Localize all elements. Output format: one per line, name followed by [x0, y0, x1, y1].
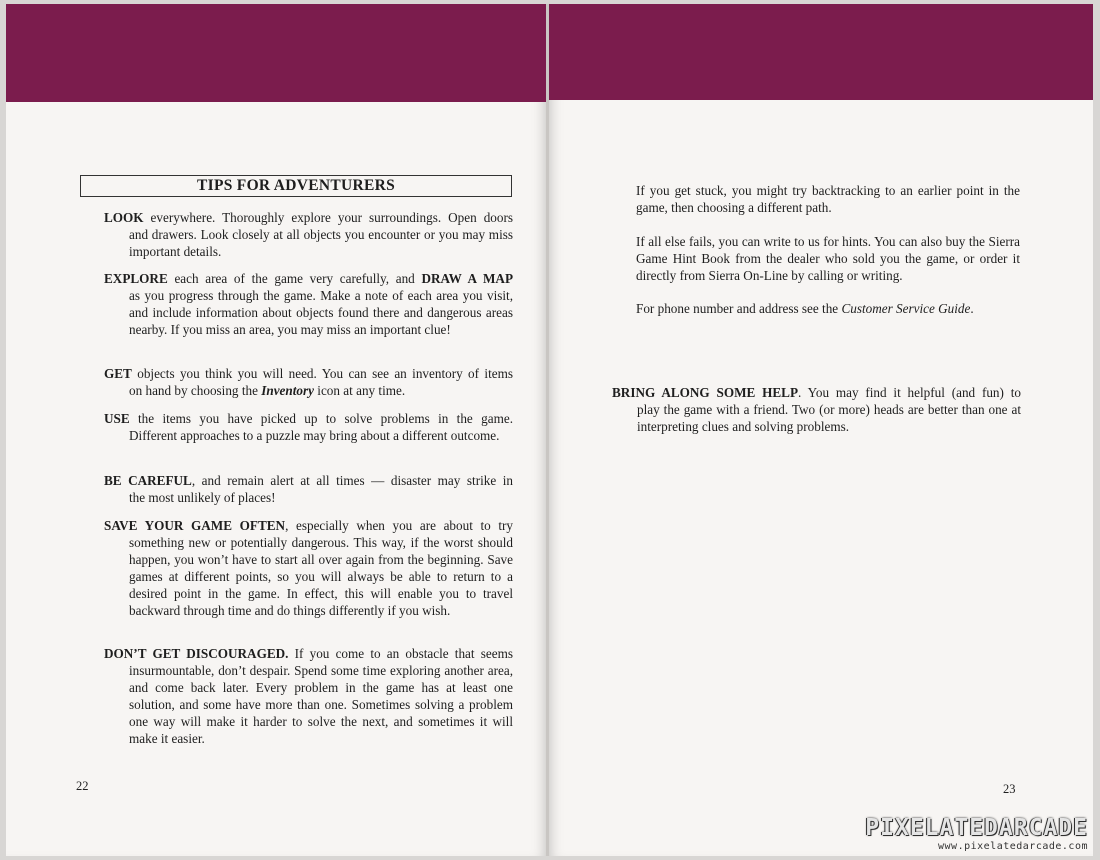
tip-save-game [104, 517, 513, 619]
tip-first-line: the items you have picked up to solve problems in the game. [129, 411, 513, 426]
tip-body: Different approaches to a puzzle may bring about a different outcome. [129, 428, 500, 443]
tip-body: the most unlikely of places! [129, 490, 276, 505]
tip-first-line: each area of the game very carefully, and [167, 271, 422, 286]
tip-first-line: objects you think you will need. You can see an inventory of items [131, 366, 513, 381]
right-header-band [549, 4, 1093, 100]
customer-service-guide-title: Customer Service Guide [841, 301, 971, 316]
page-number-left: 22 [76, 779, 89, 793]
tip-first-line: everywhere. Thoroughly explore your surroundings. Open doors [143, 210, 513, 225]
tip-head: DON’T GET DISCOURAGED. [104, 646, 289, 661]
tip-head-secondary: DRAW A MAP [421, 271, 513, 286]
help-first-line: . You may find it helpful (and fun) to [798, 385, 1021, 400]
tips-heading: TIPS FOR ADVENTURERS [80, 175, 512, 197]
tip-dont-get-discouraged [104, 645, 513, 747]
help-head: BRING ALONG SOME HELP [612, 385, 799, 400]
watermark-logo: PIXELATEDARCADE [865, 815, 1088, 841]
para3-b: . [970, 301, 974, 316]
left-header-band [6, 4, 546, 102]
tip-head: GET [104, 366, 132, 381]
paragraph-hints: If all else fails, you can write to us for hints. You can also buy the Sierra Game Hint Book from the dealer who sold you the game, or order it directly from Sierra On-Line by calling or writing. [636, 234, 1020, 283]
tip-body: and drawers. Look closely at all objects you encounter or you may miss important details. [129, 227, 513, 259]
tip-first-line: , and remain alert at all times — disaster may strike in [191, 473, 513, 488]
right-page [549, 4, 1093, 856]
tip-head: USE [104, 411, 130, 426]
tip-body-b: icon at any time. [313, 383, 406, 398]
tip-look [104, 209, 513, 260]
tip-body: insurmountable, don’t despair. Spend some time exploring another area, and come back later. Every problem in the game has at least one solution, and some have more than one. Sometimes solving a problem one way will make it harder to solve the next, and sometimes it will make it easier. [129, 663, 513, 746]
page-number-right: 23 [1003, 782, 1016, 796]
watermark [865, 815, 1088, 852]
help-body: play the game with a friend. Two (or more) heads are better than one at interpreting clues and solving problems. [637, 402, 1021, 434]
tip-explore [104, 270, 513, 338]
paragraph-customer-service [636, 300, 1020, 317]
tip-head: BE CAREFUL [104, 473, 192, 488]
watermark-url: www.pixelatedarcade.com [938, 841, 1088, 852]
tip-body: something new or potentially dangerous. This way, if the worst should happen, you won’t have to start all over again from the beginning. Save games at different points, so you will always be able to return to a desired point in the game. In effect, this will enable you to travel backward through time and do things differently if you wish. [129, 535, 513, 618]
para3-a: For phone number and address see the [636, 301, 842, 316]
inventory-term: Inventory [261, 383, 314, 398]
left-page [6, 4, 546, 856]
paragraph-backtracking: If you get stuck, you might try backtracking to an earlier point in the game, then choosing a different path. [636, 183, 1020, 215]
tip-first-line: If you come to an obstacle that seems [288, 646, 513, 661]
paragraph-bring-help [612, 384, 1021, 435]
tip-body [104, 382, 513, 399]
tip-get [104, 365, 513, 399]
tip-body-a: on hand by choosing the [129, 383, 262, 398]
tip-head: SAVE YOUR GAME OFTEN [104, 518, 286, 533]
tip-use [104, 410, 513, 444]
tip-body: as you progress through the game. Make a note of each area you visit, and include information about objects found there and dangerous areas nearby. If you miss an area, you may miss an important clue! [129, 288, 513, 337]
tip-head: LOOK [104, 210, 144, 225]
tip-head: EXPLORE [104, 271, 168, 286]
tip-be-careful [104, 472, 513, 506]
tip-first-line: , especially when you are about to try [285, 518, 513, 533]
